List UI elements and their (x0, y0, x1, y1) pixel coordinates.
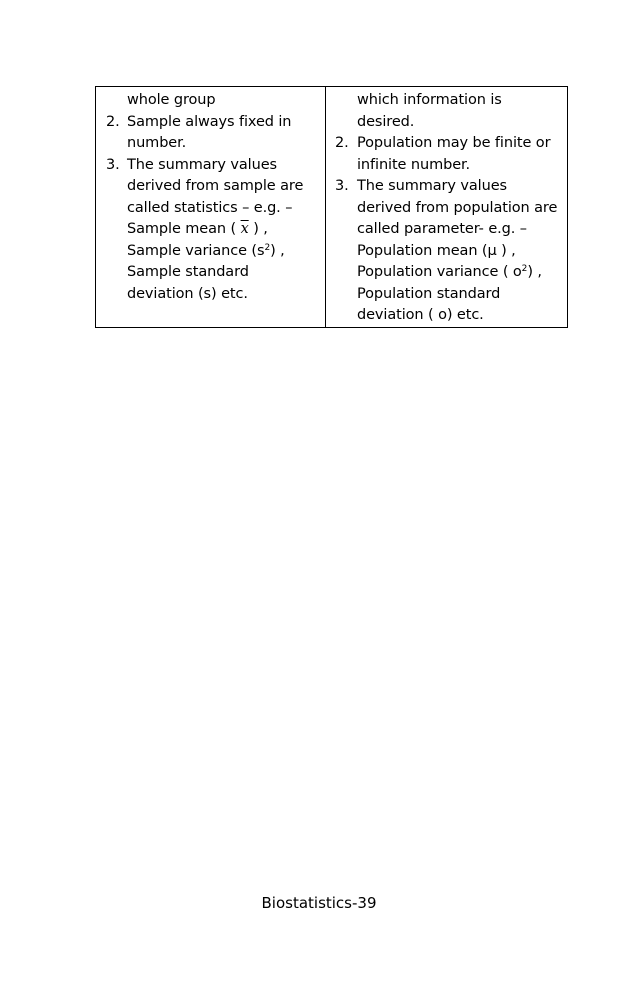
population-item-3: 3. The summary values (326, 176, 567, 198)
list-number: 3. (106, 156, 120, 173)
population-column-cell: which information is desired. 2. Population may be finite or infinite number. 3. The summary values derived from population are called parameter- e.g. – Population mean (µ ) , Population variance ( $o^2$) , Population standard deviation ( o) etc. (326, 87, 568, 328)
page-footer: Biostatistics-39 (261, 894, 377, 912)
list-number: 2. (335, 135, 349, 151)
sample-vs-population-table (95, 86, 568, 328)
sample-variance-line: Sample variance $(s^2)$ , (127, 242, 285, 259)
list-number: 2. (106, 113, 120, 130)
sample-continued-line: whole group (127, 92, 216, 108)
sample-item-2: 2. Sample always fixed in (96, 112, 325, 134)
sample-item-3: 3. The summary values (96, 155, 325, 177)
population-mean-line: Population mean (µ ) , (357, 242, 516, 259)
population-item-2: 2. Population may be finite or (326, 133, 567, 155)
table-row (96, 87, 568, 328)
x-bar-symbol: $\overline{x}$ (240, 221, 249, 237)
sample-column-cell: whole group 2. Sample always fixed in number. 3. The summary values derived from sample are called statistics – e.g. – Sample mean ( $\overline{x}$ ) , Sample variance $(s^2)$ , Sample standard deviation (s) etc. (96, 87, 326, 328)
sample-mean-line: Sample mean ( $\overline{x}$ ) , (127, 221, 268, 237)
list-number: 3. (335, 178, 349, 194)
population-continued-line: which information is (357, 92, 502, 108)
population-variance-line: Population variance ( $o^2$) , (357, 264, 542, 280)
